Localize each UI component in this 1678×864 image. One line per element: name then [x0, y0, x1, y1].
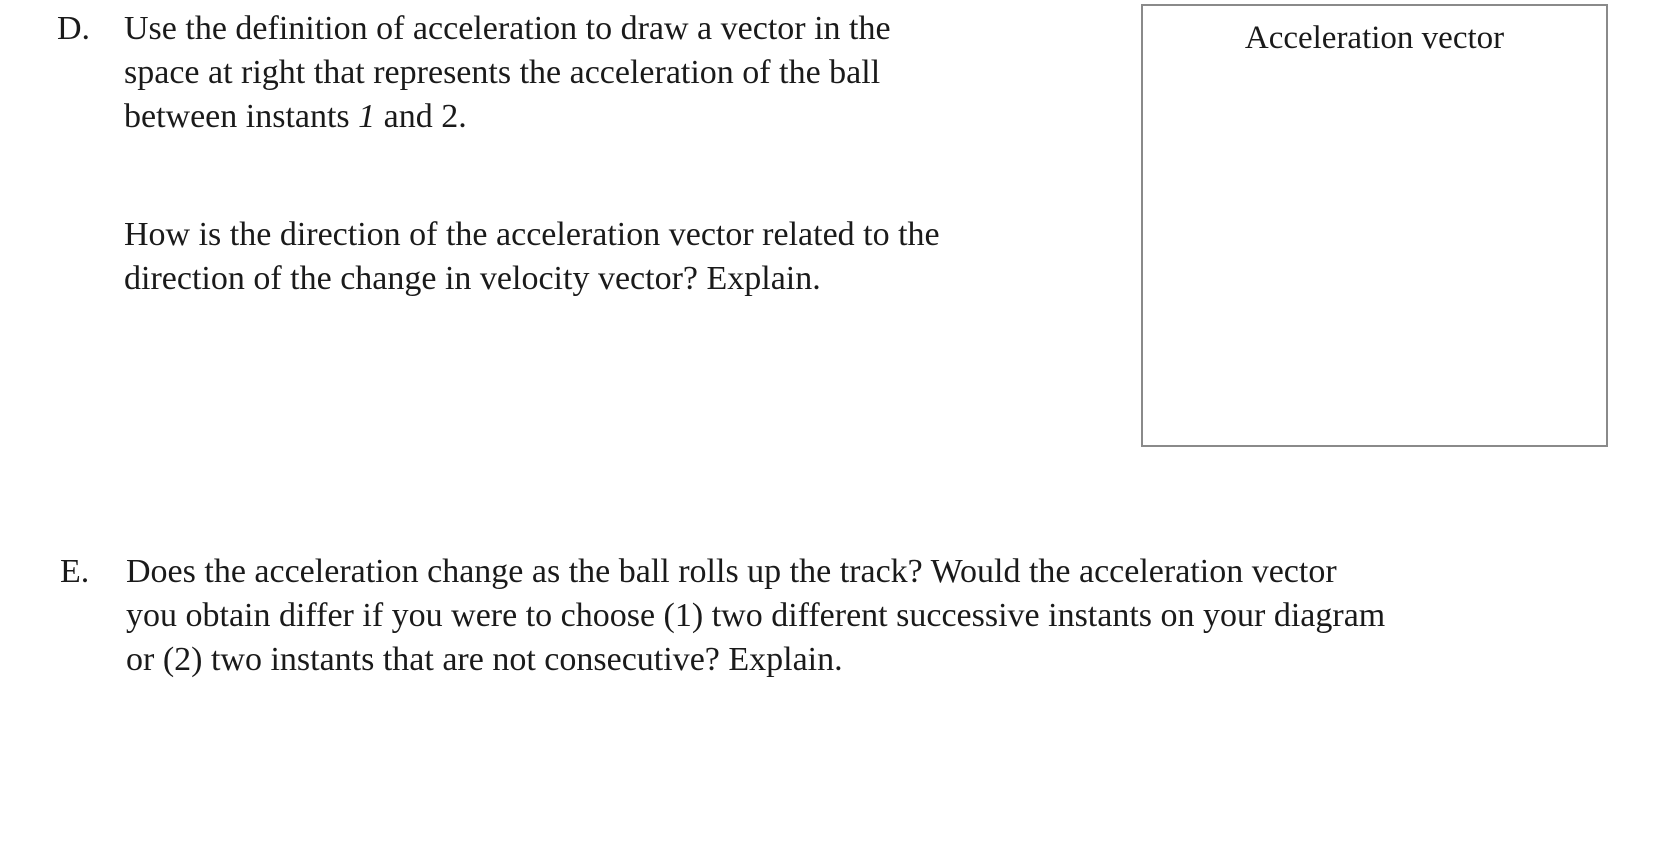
question-d-line-3-prefix: between instants — [124, 98, 359, 135]
question-d-followup — [124, 213, 940, 301]
question-d-followup-line-1: How is the direction of the acceleration vector related to the — [124, 216, 940, 253]
question-d-line-3 — [124, 95, 891, 139]
instant-1-label: 1 — [358, 98, 376, 135]
question-d-line-2: space at right that represents the acceleration of the ball — [124, 54, 881, 91]
instant-2-label: 2 — [441, 98, 459, 135]
question-e-letter: E. — [60, 553, 90, 590]
question-e-line-1: Does the acceleration change as the ball rolls up the track? Would the acceleration vector — [126, 553, 1337, 590]
acceleration-vector-answer-box[interactable] — [1141, 4, 1608, 447]
question-e-line-3: or (2) two instants that are not consecutive? Explain. — [126, 641, 843, 678]
question-d-line-1: Use the definition of acceleration to draw a vector in the — [124, 10, 891, 47]
question-d-line-3-suffix: . — [458, 98, 467, 135]
question-d-line-3-and: and — [375, 98, 442, 135]
answer-box-label: Acceleration vector — [1244, 20, 1505, 56]
question-e-line-2: you obtain differ if you were to choose (1) two different successive instants on your diagram — [126, 597, 1386, 634]
question-d-followup-line-2: direction of the change in velocity vector? Explain. — [124, 260, 821, 297]
question-d-text — [124, 7, 891, 139]
question-d-letter: D. — [57, 10, 91, 47]
question-e-text — [126, 550, 1385, 682]
